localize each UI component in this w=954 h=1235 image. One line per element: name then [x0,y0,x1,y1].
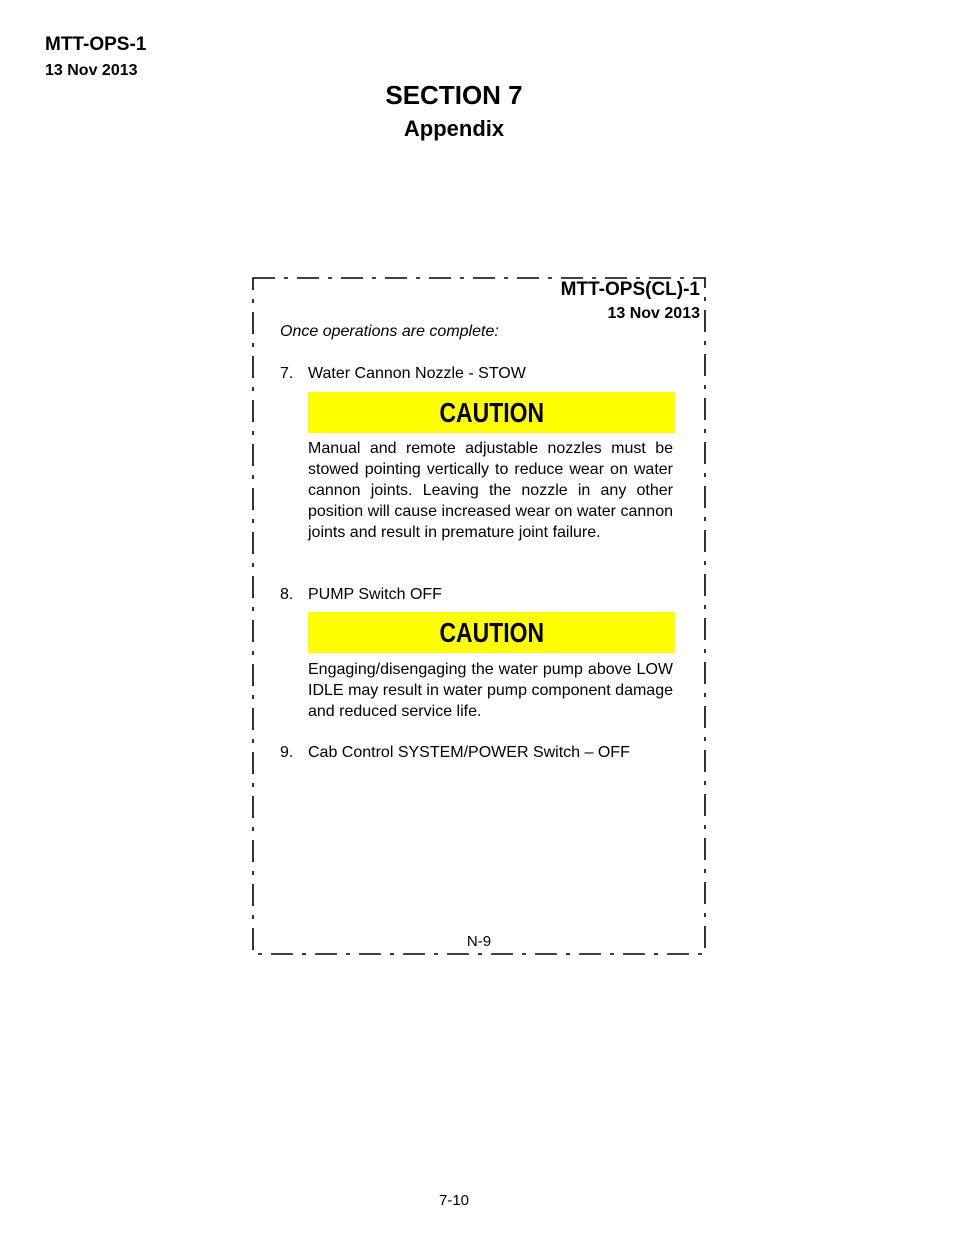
caution-label: CAUTION [439,616,544,648]
step-text: PUMP Switch OFF [308,586,442,603]
caution-banner [308,612,675,653]
doc-date: 13 Nov 2013 [45,62,138,79]
card-date: 13 Nov 2013 [603,305,700,323]
caution-note: Engaging/disengaging the water pump above LOW IDLE may result in water pump component damage and reduced service life. [308,661,673,720]
step-text: Cab Control SYSTEM/POWER Switch – OFF [308,744,630,761]
checklist-card [252,277,704,953]
caution-note: Manual and remote adjustable nozzles must be stowed pointing vertically to reduce wear on water cannon joints. Leaving the nozzle in any other position will cause increased wear on water cannon joints and result in premature joint failure. [308,440,673,541]
card-page-label: N-9 [464,933,494,950]
step-8 [280,586,442,604]
page-number: 7-10 [438,1192,470,1209]
step-number: 9. [280,744,294,761]
section-subtitle: Appendix [403,116,505,141]
step-number: 7. [280,365,294,382]
doc-id: MTT-OPS-1 [45,34,147,55]
card-page-number [252,933,706,950]
section-title: SECTION 7 [385,80,523,110]
step-9 [280,744,630,762]
step-number: 8. [280,586,294,603]
card-doc-id: MTT-OPS(CL)-1 [557,279,700,301]
step-7 [280,365,526,383]
caution-banner [308,392,675,433]
caution-label: CAUTION [439,396,544,428]
intro-text: Once operations are complete: [280,323,499,340]
step-text: Water Cannon Nozzle - STOW [308,365,526,382]
